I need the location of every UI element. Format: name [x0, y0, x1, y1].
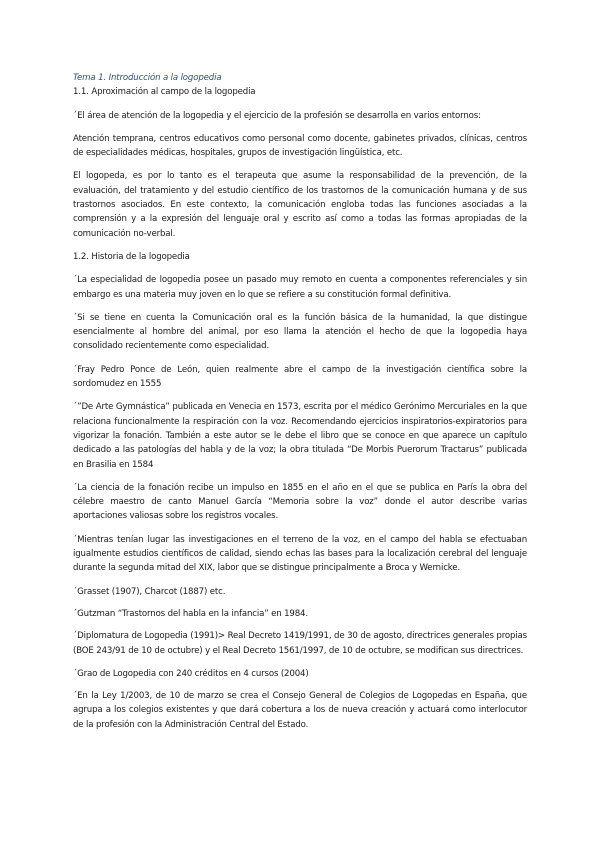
- paragraph-logopeda: El logopeda, es por lo tanto es el terapeuta que asume la responsabilidad de la prevención, de la evaluación, del tratamiento y del estudio científico de los trastornos de la comunicación humana y de sus trastornos asociados. En este contexto, la comunicación engloba todas las funciones asociadas a la comprensión y a la expresión del lenguaje oral y escrito así como a todas las formas apropiadas de la comunicación no-verbal.: [73, 171, 527, 239]
- paragraph-fonacion: ´La ciencia de la fonación recibe un impulso en 1855 en el año en el que se publica en París la obra del célebre maestro de canto Manuel García “Memoria sobre la voz” donde el autor describe varias aportaciones valiosas sobre los registros vocales.: [73, 482, 527, 522]
- paragraph-atencion: Atención temprana, centros educativos como personal como docente, gabinetes privados, clínicas, centros de especialidades médicas, hospitales, grupos de investigación lingüística, etc.: [73, 133, 527, 159]
- paragraph-ponce-de-leon: ´Fray Pedro Ponce de León, quien realmente abre el campo de la investigación científica sobre la sordomudez en 1555: [73, 364, 527, 390]
- section-heading-1-1: 1.1. Aproximación al campo de la logopedia: [73, 87, 256, 98]
- paragraph-grasset: ´Grasset (1907), Charcot (1887) etc.: [73, 586, 226, 597]
- section-heading-1-2: 1.2. Historia de la logopedia: [73, 251, 190, 262]
- page-title: Tema 1. Introducción a la logopedia: [73, 73, 222, 83]
- document-page: [73, 71, 527, 741]
- paragraph-habla: ´Mientras tenían lugar las investigaciones en el terreno de la voz, en el campo del habla se efectuaban igualmente estudios científicos de calidad, siendo echas las bases para la localización cerebral del lenguaje durante la segunda mitad del XIX, labor que se distingue principalmente a Broca y Wernicke.: [73, 534, 527, 574]
- paragraph-diplomatura: ´Diplomatura de Logopedia (1991)> Real Decreto 1419/1991, de 30 de agosto, directrices generales propias (BOE 243/91 de 10 de octubre) y el Real Decreto 1561/1997, de 10 de octubre, se modifican sus directrices.: [73, 631, 527, 656]
- paragraph-gutzman: ´Gutzman “Trastornos del habla en la infancia” en 1984.: [73, 608, 308, 619]
- paragraph-especialidad: ´La especialidad de logopedia posee un pasado muy remoto en cuenta a componentes referenciales y sin embargo es una materia muy joven en lo que se refiere a su constitución formal definitiva.: [73, 275, 527, 300]
- paragraph-comunicacion: ´Si se tiene en cuenta la Comunicación oral es la función básica de la humanidad, la que distingue esencialmente al hombre del animal, por eso llama la atención el hecho de que la logopedia haya consolidado recientemente como especialidad.: [73, 312, 527, 352]
- paragraph-grado: ´Grao de Logopedia con 240 créditos en 4 cursos (2004): [73, 668, 309, 679]
- paragraph-entornos: ´El área de atención de la logopedia y el ejercicio de la profesión se desarrolla en varios entornos:: [73, 110, 481, 121]
- paragraph-ley: ´En la Ley 1/2003, de 10 de marzo se crea el Consejo General de Colegios de Logopedas en España, que agrupa a los colegios existentes y que dará cobertura a los de nueva creación y actuará como interlocutor de la profesión con la Administración Central del Estado.: [73, 691, 527, 730]
- paragraph-arte-gymnastica: ´”De Arte Gymnástica” publicada en Venecia en 1573, escrita por el médico Gerónimo Mercuriales en la que relaciona funcionalmente la respiración con la voz. Recomendando ejercicios inspiratorios-expiratorios para vigorizar la fonación. También a este autor se le debe el libro que se conoce en que aparece un capítulo dedicado a las patologías del habla y de la voz; la obra titulada “De Morbis Puerorum Tractarus” publicada en Brasilia en 1584: [73, 402, 527, 470]
